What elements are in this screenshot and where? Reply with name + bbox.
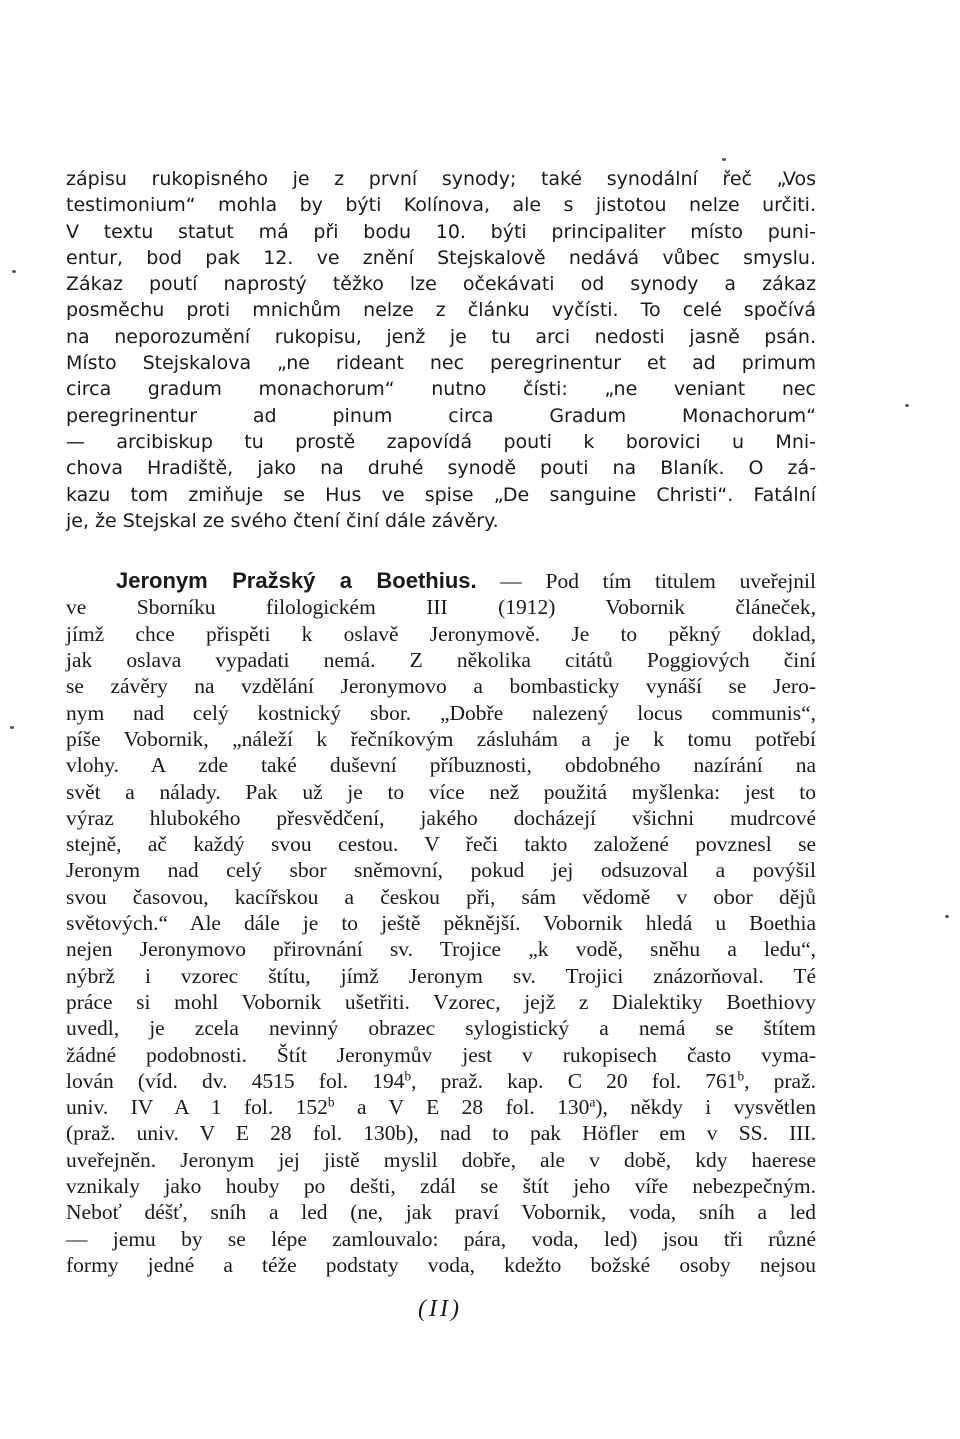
section-heading-line: Jeronym Pražský a Boethius. — Pod tím titulem uveřejnil xyxy=(116,568,817,594)
text-line: práce si mohl Vobornik ušetřiti. Vzorec, jejž z Dialektiky Boethiovy xyxy=(66,989,816,1014)
text-line: circa gradum monachorum“ nutno čísti: „ne veniant nec xyxy=(66,378,816,401)
text-line: jak oslava vypadati nemá. Z několika citátů Poggiových činí xyxy=(66,648,816,673)
document-page xyxy=(66,166,816,1278)
text-line-with-references: lován (víd. dv. 4515 fol. 194$^b$, praž. kap. C 20 fol. 761$^b$, praž. xyxy=(66,1068,817,1093)
text-line: píše Vobornik, „náleží k řečníkovým zásluhám a je k tomu potřebí xyxy=(66,726,816,751)
text-line: peregrinentur ad pinum circa Gradum Monachorum“ xyxy=(66,404,816,427)
text-line: výraz hlubokého přesvědčení, jakého docházejí všichni mudrcové xyxy=(66,805,816,830)
text-line: formy jedné a téže podstaty voda, kdežto božské osoby nejsou xyxy=(66,1252,816,1277)
text-line: vlohy. A zde také duševní příbuznosti, obdobného nazírání na xyxy=(66,753,816,778)
text-line: vznikaly jako houby po dešti, zdál se štít jeho víře nebezpečným. xyxy=(66,1173,816,1198)
text-line: stejně, ač každý svou cestou. V řeči takto založené povznesl se xyxy=(66,832,816,857)
text-line: žádné podobnosti. Štít Jeronymův jest v rukopisech často vyma- xyxy=(66,1042,816,1067)
text-line: svět a nálady. Pak už je to více než použitá myšlenka: jest to xyxy=(66,779,816,804)
print-speck xyxy=(722,158,726,161)
text-line: uveřejněn. Jeronym jej jistě myslil dobře, ale v době, kdy haerese xyxy=(66,1147,816,1172)
text-line: — arcibiskup tu prostě zapovídá pouti k borovici u Mni- xyxy=(66,430,816,453)
text-line: nýbrž i vzorec štítu, jímž Jeronym sv. Trojici znázorňoval. Té xyxy=(66,963,816,988)
text-line: entur, bod pak 12. ve znění Stejskalově nedává vůbec smyslu. xyxy=(66,246,816,269)
text-line: chova Hradiště, jako na druhé synodě pouti na Blaník. O zá- xyxy=(66,457,816,480)
text-line: Místo Stejskalova „ne rideant nec peregrinentur et ad primum xyxy=(66,352,816,375)
text-line: se závěry na vzdělání Jeronymovo a bombasticky vynáší se Jero- xyxy=(66,674,816,699)
text-line: kazu tom zmiňuje se Hus ve spise „De sanguine Christi“. Fatální xyxy=(66,483,816,506)
print-speck xyxy=(12,270,16,273)
text-line: posměchu proti mnichům nelze z článku vyčísti. To celé spočívá xyxy=(66,299,816,322)
print-speck xyxy=(10,726,14,729)
text-line: testimonium“ mohla by býti Kolínova, ale s jistotou nelze určiti. xyxy=(66,194,816,217)
text-line-with-references: univ. IV A 1 fol. 152$^b$ a V E 28 fol. 130$^a$), někdy i vysvětlen xyxy=(66,1094,817,1120)
text-line: uvedl, je zcela nevinný obrazec sylogistický a nemá se štítem xyxy=(66,1016,816,1041)
text-line: V textu statut má při bodu 10. býti principaliter místo puni- xyxy=(66,220,816,243)
text-line: — jemu by se lépe zamlouvalo: pára, voda, led) jsou tři různé xyxy=(66,1226,816,1251)
text-line: Jeronym nad celý sbor sněmovní, pokud jej odsuzoval a povýšil xyxy=(66,858,816,883)
text-line: nejen Jeronymovo přirovnání sv. Trojice „k vodě, sněhu a ledu“, xyxy=(66,937,816,962)
text-line: Zákaz poutí naprostý těžko lze očekávati od synody a zákaz xyxy=(66,273,816,296)
text-line: (praž. univ. V E 28 fol. 130b), nad to pak Höfler em v SS. III. xyxy=(66,1121,816,1146)
text-line: zápisu rukopisného je z první synody; také synodální řeč „Vos xyxy=(66,168,816,190)
page-folio: (II) xyxy=(418,1296,462,1322)
text-line: Neboť déšť, sníh a led (ne, jak praví Vobornik, voda, sníh a led xyxy=(66,1200,816,1225)
text-line: nym nad celý kostnický sbor. „Dobře nalezený locus communis“, xyxy=(66,700,816,725)
section-heading: Jeronym Pražský a Boethius. xyxy=(116,568,477,594)
text-line: na neporozumění rukopisu, jenž je tu arci nedosti jasně psán. xyxy=(66,325,816,348)
paragraph-gap xyxy=(66,534,816,568)
text-line: jímž chce přispěti k oslavě Jeronymově. Je to pěkný doklad, xyxy=(66,621,816,646)
print-speck xyxy=(945,915,949,918)
print-speck xyxy=(905,404,909,407)
text-line: ve Sborníku filologickém III (1912) Vobornik článeček, xyxy=(66,595,816,620)
text-line: svou časovou, kacířskou a českou při, sám vědomě v obor dějů xyxy=(66,884,816,909)
text-line: světových.“ Ale dále je to ještě pěknější. Vobornik hledá u Boethia xyxy=(66,911,816,936)
paragraph-last-line: je, že Stejskal ze svého čtení činí dále závěry. xyxy=(66,509,499,532)
